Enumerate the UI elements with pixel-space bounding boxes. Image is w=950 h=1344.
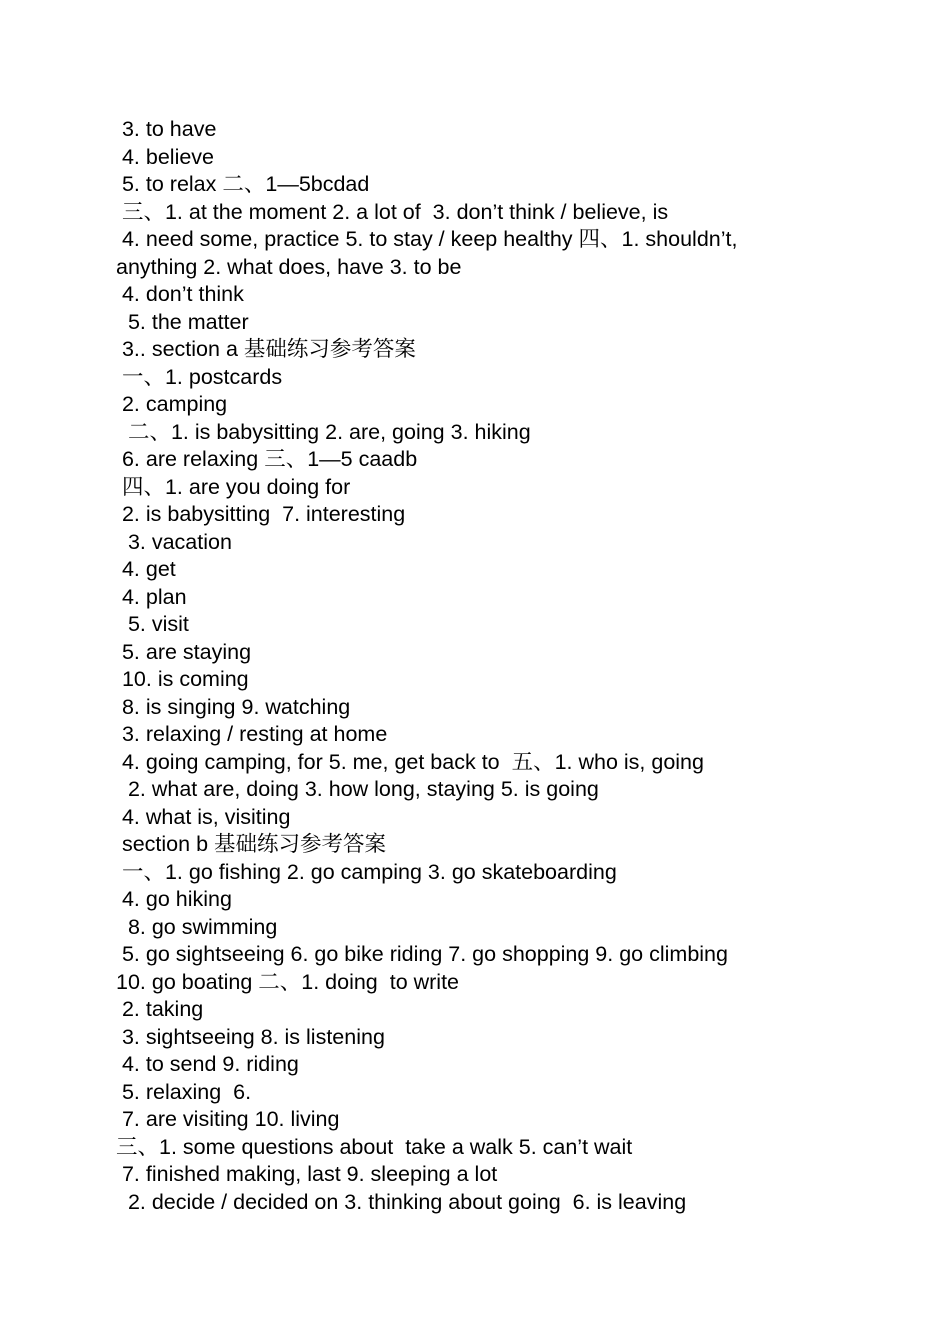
- text-line: 4. need some, practice 5. to stay / keep healthy 四、1. shouldn’t,: [116, 227, 738, 251]
- text-line: 2. taking: [116, 997, 204, 1021]
- text-line: 4. get: [116, 557, 176, 581]
- text-line: 5. go sightseeing 6. go bike riding 7. go shopping 9. go climbing: [116, 942, 728, 966]
- text-line: 4. don’t think: [116, 282, 244, 306]
- text-line: 5. relaxing 6.: [116, 1079, 252, 1104]
- text-line: 4. believe: [116, 144, 215, 169]
- text-line: 10. go boating 二、1. doing to write: [116, 969, 460, 994]
- text-line: 5. visit: [116, 612, 189, 636]
- text-line: 三、1. some questions about take a walk 5. can’t wait: [116, 1134, 633, 1159]
- section-heading: section b 基础练习参考答案: [116, 832, 387, 856]
- text-line: 4. go hiking: [116, 887, 232, 911]
- section-heading: 3.. section a 基础练习参考答案: [116, 337, 416, 361]
- text-line: 4. plan: [116, 584, 187, 609]
- text-line: 二、1. is babysitting 2. are, going 3. hiking: [116, 419, 531, 444]
- text-line: 6. are relaxing 三、1—5 caadb: [116, 447, 418, 471]
- text-line: 2. camping: [116, 392, 228, 416]
- text-line: 3. to have: [116, 117, 217, 141]
- text-line: 3. vacation: [116, 529, 232, 554]
- text-line: 2. is babysitting 7. interesting: [116, 502, 406, 526]
- text-line: anything 2. what does, have 3. to be: [116, 254, 462, 279]
- text-line: 8. go swimming: [116, 914, 278, 939]
- text-line: 4. to send 9. riding: [116, 1052, 299, 1076]
- text-line: 一、1. go fishing 2. go camping 3. go skateboarding: [116, 859, 617, 884]
- text-line: 四、1. are you doing for: [116, 474, 351, 499]
- text-line: 3. sightseeing 8. is listening: [116, 1024, 385, 1049]
- text-line: 2. what are, doing 3. how long, staying 5. is going: [116, 777, 599, 801]
- text-line: 4. what is, visiting: [116, 804, 291, 829]
- text-line: 5. to relax 二、1—5bcdad: [116, 172, 370, 196]
- text-line: 5. the matter: [116, 309, 249, 334]
- text-line: 8. is singing 9. watching: [116, 694, 351, 719]
- text-line: 2. decide / decided on 3. thinking about going 6. is leaving: [116, 1189, 687, 1214]
- text-line: 7. finished making, last 9. sleeping a lot: [116, 1162, 498, 1186]
- text-line: 5. are staying: [116, 639, 252, 664]
- text-line: 三、1. at the moment 2. a lot of 3. don’t think / believe, is: [116, 199, 669, 224]
- text-line: 一、1. postcards: [116, 364, 283, 389]
- text-line: 4. going camping, for 5. me, get back to 五、1. who is, going: [116, 749, 704, 774]
- text-line: 3. relaxing / resting at home: [116, 722, 388, 746]
- text-line: 10. is coming: [116, 667, 249, 691]
- text-line: 7. are visiting 10. living: [116, 1107, 340, 1131]
